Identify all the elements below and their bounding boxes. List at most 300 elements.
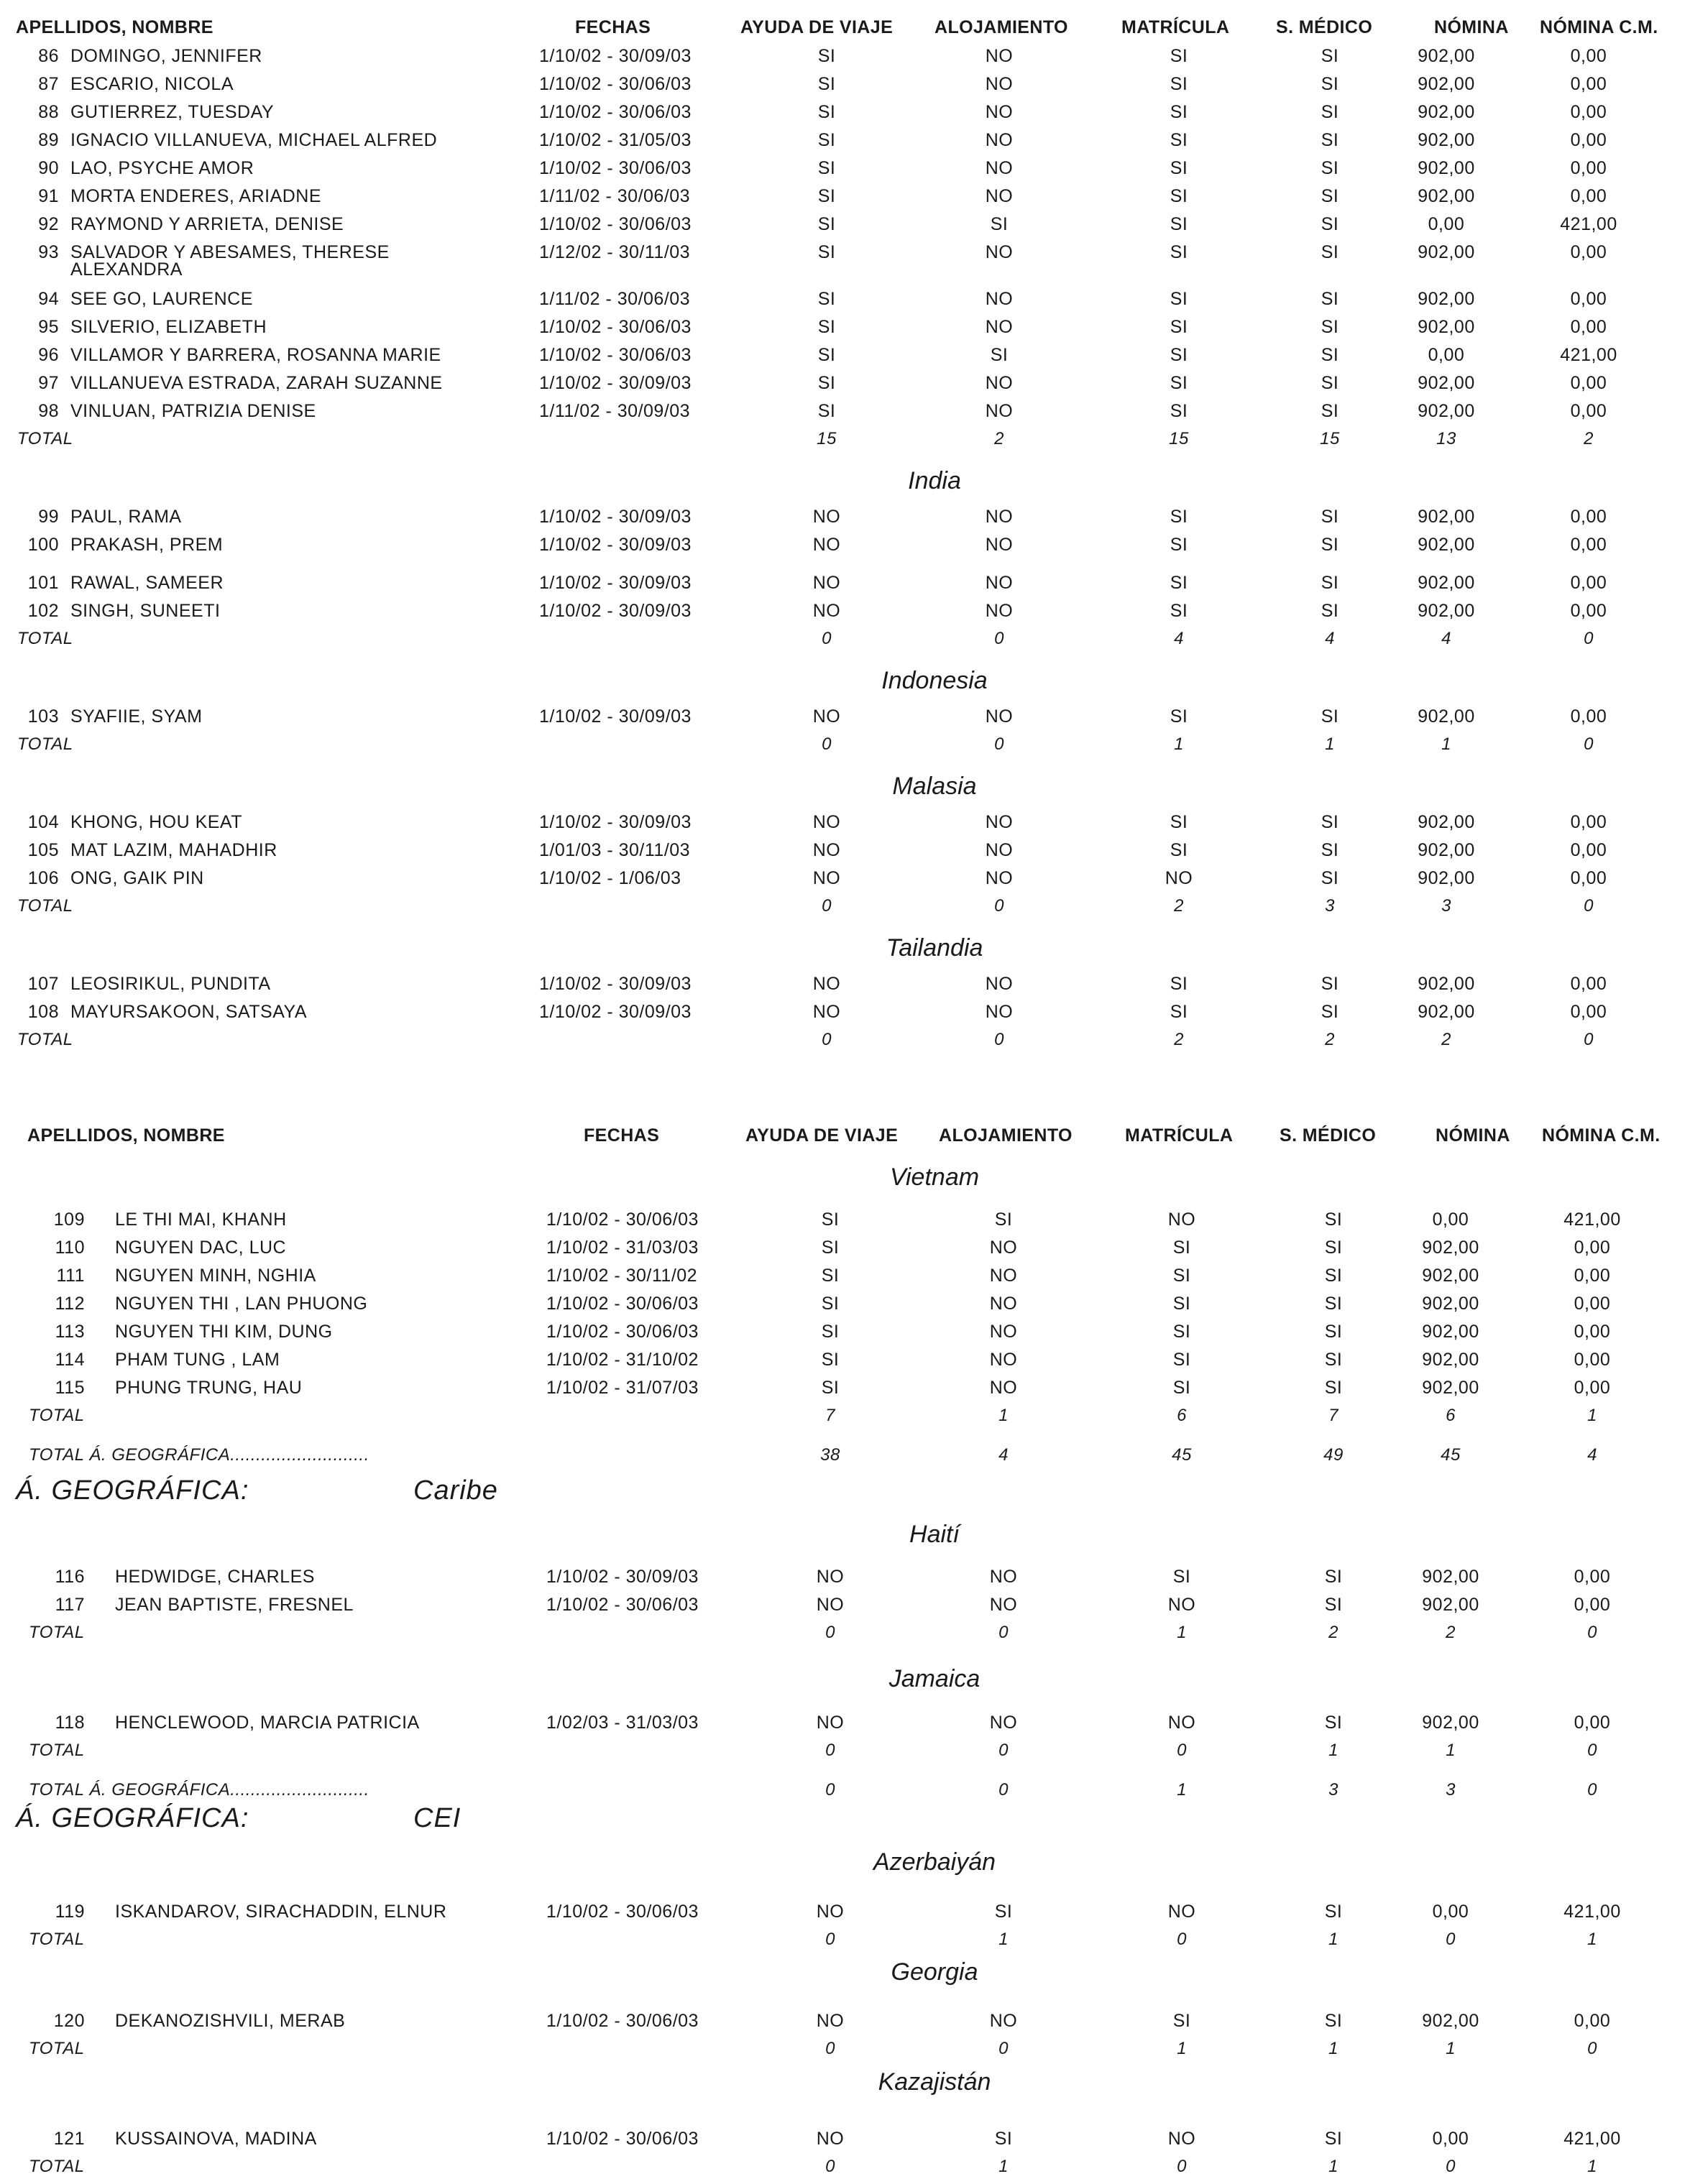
enroll-cell: SI <box>1170 601 1188 621</box>
header-dates: FECHAS <box>575 17 651 37</box>
total-travel: 7 <box>825 1406 835 1425</box>
travel-cell: SI <box>817 46 836 66</box>
lodging-cell: SI <box>990 345 1009 365</box>
total-row <box>0 625 1690 653</box>
payroll-cm-cell: 421,00 <box>1563 2129 1621 2149</box>
payroll-cm-cell: 0,00 <box>1570 401 1607 421</box>
lodging-cell: NO <box>989 1322 1018 1342</box>
country-heading <box>0 1520 1690 1549</box>
student-name: PHUNG TRUNG, HAU <box>115 1378 303 1398</box>
total-travel: 0 <box>825 1930 835 1949</box>
row-number: 90 <box>38 158 59 178</box>
row-number: 109 <box>53 1210 85 1230</box>
lodging-cell: NO <box>985 535 1014 555</box>
medical-cell: SI <box>1321 46 1339 66</box>
student-name: LAO, PSYCHE AMOR <box>70 158 254 178</box>
enroll-cell: SI <box>1170 507 1188 527</box>
total-payroll-cm: 0 <box>1584 734 1594 754</box>
medical-cell: SI <box>1321 130 1339 150</box>
header-travel: AYUDA DE VIAJE <box>745 1125 899 1146</box>
payroll-cm-cell: 0,00 <box>1570 373 1607 393</box>
medical-cell: SI <box>1321 401 1339 421</box>
student-name: LE THI MAI, KHANH <box>115 1210 287 1230</box>
student-name: PAUL, RAMA <box>70 507 182 527</box>
dates-cell: 1/10/02 - 30/06/03 <box>539 345 692 365</box>
enroll-cell: SI <box>1170 289 1188 309</box>
header-payroll: NÓMINA <box>1436 1125 1510 1146</box>
lodging-cell: NO <box>989 1378 1018 1398</box>
student-name: MORTA ENDERES, ARIADNE <box>70 186 322 206</box>
travel-cell: NO <box>812 974 841 994</box>
total-lodging: 0 <box>998 2039 1009 2058</box>
lodging-cell: NO <box>985 242 1014 262</box>
travel-cell: SI <box>817 345 836 365</box>
row-number: 117 <box>55 1595 85 1615</box>
student-name: VILLANUEVA ESTRADA, ZARAH SUZANNE <box>70 373 443 393</box>
lodging-cell: NO <box>985 812 1014 832</box>
row-number: 103 <box>27 706 59 727</box>
medical-cell: SI <box>1321 345 1339 365</box>
total-medical: 1 <box>1325 734 1335 754</box>
enroll-cell: SI <box>1170 158 1188 178</box>
travel-cell: SI <box>817 186 836 206</box>
student-name: ONG, GAIK PIN <box>70 868 204 888</box>
payroll-cm-cell: 0,00 <box>1570 46 1607 66</box>
total-label: TOTAL <box>29 1623 85 1642</box>
lodging-cell: NO <box>985 317 1014 337</box>
total-label: TOTAL <box>17 629 73 648</box>
total-payroll-cm: 0 <box>1587 1741 1597 1760</box>
lodging-cell: NO <box>985 974 1014 994</box>
row-number: 107 <box>27 974 59 994</box>
header-enrollment: MATRÍCULA <box>1121 17 1230 37</box>
table-row <box>0 210 1690 239</box>
student-name: GUTIERREZ, TUESDAY <box>70 102 275 122</box>
table-row <box>0 1897 1690 1926</box>
medical-cell: SI <box>1321 1002 1339 1022</box>
total-payroll: 2 <box>1446 1623 1456 1642</box>
dates-cell: 1/11/02 - 30/06/03 <box>539 289 691 309</box>
dates-cell: 1/10/02 - 31/05/03 <box>539 130 692 150</box>
dates-cell: 1/10/02 - 31/10/02 <box>546 1350 699 1370</box>
area-total-label: TOTAL Á. GEOGRÁFICA........................... <box>29 1445 369 1465</box>
dates-cell: 1/10/02 - 30/06/03 <box>546 1322 699 1342</box>
student-name: SYAFIIE, SYAM <box>70 706 203 727</box>
total-medical: 1 <box>1328 1930 1338 1949</box>
payroll-cell: 902,00 <box>1422 1350 1479 1370</box>
row-number: 110 <box>55 1238 85 1258</box>
total-label: TOTAL <box>17 1030 73 1049</box>
row-number: 89 <box>38 130 59 150</box>
enroll-cell: SI <box>1170 706 1188 727</box>
header-travel: AYUDA DE VIAJE <box>740 17 894 37</box>
enroll-cell: SI <box>1170 46 1188 66</box>
geographic-area-heading <box>0 1475 1690 1506</box>
medical-cell: SI <box>1321 242 1339 262</box>
table-row <box>0 126 1690 155</box>
travel-cell: NO <box>816 1713 845 1733</box>
student-name: VILLAMOR Y BARRERA, ROSANNA MARIE <box>70 345 441 365</box>
area-total-lodging: 4 <box>998 1445 1009 1465</box>
student-name: NGUYEN DAC, LUC <box>115 1238 287 1258</box>
payroll-cell: 902,00 <box>1418 1002 1475 1022</box>
lodging-cell: NO <box>985 1002 1014 1022</box>
payroll-cell: 902,00 <box>1418 401 1475 421</box>
payroll-cell: 902,00 <box>1418 46 1475 66</box>
row-number: 92 <box>38 214 59 234</box>
country-heading <box>0 466 1690 495</box>
lodging-cell: NO <box>985 868 1014 888</box>
payroll-cell: 902,00 <box>1418 158 1475 178</box>
row-number: 104 <box>27 812 59 832</box>
dates-cell: 1/10/02 - 30/06/03 <box>546 2011 699 2031</box>
lodging-cell: NO <box>985 289 1014 309</box>
header-payroll-cm: NÓMINA C.M. <box>1540 17 1658 37</box>
total-lodging: 2 <box>994 429 1004 448</box>
row-number: 114 <box>55 1350 85 1370</box>
medical-cell: SI <box>1321 186 1339 206</box>
geographic-area-heading <box>0 1802 1690 1831</box>
travel-cell: NO <box>812 706 841 727</box>
row-number: 98 <box>38 401 59 421</box>
row-number: 116 <box>55 1567 85 1587</box>
total-payroll-cm: 0 <box>1584 1030 1594 1049</box>
payroll-cm-cell: 0,00 <box>1574 1266 1611 1286</box>
total-row <box>0 1026 1690 1054</box>
student-name: ESCARIO, NICOLA <box>70 74 234 94</box>
payroll-cm-cell: 0,00 <box>1574 1238 1611 1258</box>
dates-cell: 1/02/03 - 31/03/03 <box>546 1713 699 1733</box>
travel-cell: NO <box>816 2129 845 2149</box>
payroll-cell: 902,00 <box>1418 373 1475 393</box>
dates-cell: 1/10/02 - 30/09/03 <box>539 373 692 393</box>
payroll-cm-cell: 421,00 <box>1563 1210 1621 1230</box>
table-row-continuation <box>0 255 1690 284</box>
total-lodging: 0 <box>998 1741 1009 1760</box>
table-row <box>0 702 1690 731</box>
payroll-cell: 902,00 <box>1418 289 1475 309</box>
dates-cell: 1/01/03 - 30/11/03 <box>539 840 691 860</box>
total-payroll: 1 <box>1446 1741 1456 1760</box>
total-travel: 0 <box>822 734 832 754</box>
total-travel: 0 <box>825 2157 835 2176</box>
area-total-payroll: 3 <box>1446 1780 1456 1800</box>
country-name: Tailandia <box>886 934 983 962</box>
medical-cell: SI <box>1321 812 1339 832</box>
medical-cell: SI <box>1324 1350 1343 1370</box>
travel-cell: SI <box>817 74 836 94</box>
medical-cell: SI <box>1321 317 1339 337</box>
total-enroll: 1 <box>1174 734 1184 754</box>
table-row <box>0 808 1690 837</box>
student-name: KUSSAINOVA, MADINA <box>115 2129 317 2149</box>
dates-cell: 1/10/02 - 30/06/03 <box>539 317 692 337</box>
lodging-cell: NO <box>985 706 1014 727</box>
table-row <box>0 341 1690 369</box>
medical-cell: SI <box>1321 706 1339 727</box>
table-row <box>0 182 1690 211</box>
travel-cell: SI <box>821 1294 840 1314</box>
country-name: Jamaica <box>888 1665 981 1692</box>
student-name: PRAKASH, PREM <box>70 535 224 555</box>
row-number: 95 <box>38 317 59 337</box>
lodging-cell: NO <box>989 1567 1018 1587</box>
table-row <box>0 1233 1690 1262</box>
student-name: SILVERIO, ELIZABETH <box>70 317 267 337</box>
payroll-cell: 902,00 <box>1418 974 1475 994</box>
area-total-medical: 3 <box>1328 1780 1338 1800</box>
country-heading <box>0 666 1690 695</box>
total-row <box>0 2035 1690 2063</box>
total-payroll: 1 <box>1441 734 1451 754</box>
area-total-payroll-cm: 4 <box>1587 1445 1597 1465</box>
student-name: NGUYEN MINH, NGHIA <box>115 1266 316 1286</box>
enroll-cell: SI <box>1172 1238 1191 1258</box>
payroll-cell: 902,00 <box>1418 242 1475 262</box>
dates-cell: 1/11/02 - 30/06/03 <box>539 186 691 206</box>
row-number: 112 <box>55 1294 85 1314</box>
payroll-cm-cell: 0,00 <box>1574 2011 1611 2031</box>
table-row <box>0 1373 1690 1402</box>
payroll-cell: 902,00 <box>1422 2011 1479 2031</box>
total-row <box>0 892 1690 921</box>
payroll-cell: 902,00 <box>1418 74 1475 94</box>
payroll-cm-cell: 0,00 <box>1570 102 1607 122</box>
table-row <box>0 1590 1690 1619</box>
travel-cell: SI <box>817 401 836 421</box>
header-name: APELLIDOS, NOMBRE <box>27 1125 225 1146</box>
total-medical: 1 <box>1328 2157 1338 2176</box>
medical-cell: SI <box>1324 1266 1343 1286</box>
enroll-cell: SI <box>1170 974 1188 994</box>
lodging-cell: NO <box>985 840 1014 860</box>
student-name: VINLUAN, PATRIZIA DENISE <box>70 401 316 421</box>
total-payroll: 3 <box>1441 896 1451 916</box>
area-total-row <box>0 1776 1690 1805</box>
lodging-cell: NO <box>985 601 1014 621</box>
enroll-cell: NO <box>1167 1210 1196 1230</box>
lodging-cell: NO <box>989 1350 1018 1370</box>
payroll-cm-cell: 0,00 <box>1574 1567 1611 1587</box>
table-row <box>0 969 1690 998</box>
total-label: TOTAL <box>17 896 73 916</box>
row-number: 100 <box>27 535 59 555</box>
row-number: 115 <box>55 1378 85 1398</box>
lodging-cell: NO <box>985 401 1014 421</box>
payroll-cell: 902,00 <box>1422 1713 1479 1733</box>
total-row <box>0 730 1690 759</box>
table-row <box>0 70 1690 98</box>
row-number: 113 <box>55 1322 85 1342</box>
total-payroll-cm: 0 <box>1587 1623 1597 1642</box>
medical-cell: SI <box>1324 1322 1343 1342</box>
total-medical: 1 <box>1328 1741 1338 1760</box>
total-enroll: 2 <box>1174 1030 1184 1049</box>
enroll-cell: SI <box>1170 373 1188 393</box>
dates-cell: 1/10/02 - 30/09/03 <box>539 573 692 593</box>
total-label: TOTAL <box>29 2039 85 2058</box>
travel-cell: SI <box>821 1266 840 1286</box>
payroll-cell: 902,00 <box>1418 317 1475 337</box>
country-heading <box>0 934 1690 962</box>
country-name: Georgia <box>891 1958 978 1986</box>
row-number: 106 <box>27 868 59 888</box>
payroll-cell: 902,00 <box>1418 812 1475 832</box>
payroll-cm-cell: 421,00 <box>1560 214 1617 234</box>
payroll-cm-cell: 0,00 <box>1570 535 1607 555</box>
medical-cell: SI <box>1324 1210 1343 1230</box>
enroll-cell: SI <box>1170 812 1188 832</box>
student-name: PHAM TUNG , LAM <box>115 1350 280 1370</box>
travel-cell: SI <box>817 317 836 337</box>
medical-cell: SI <box>1321 840 1339 860</box>
medical-cell: SI <box>1321 214 1339 234</box>
country-name: Malasia <box>892 773 977 800</box>
total-travel: 0 <box>822 629 832 648</box>
payroll-cm-cell: 0,00 <box>1570 317 1607 337</box>
payroll-cm-cell: 0,00 <box>1570 74 1607 94</box>
payroll-cm-cell: 421,00 <box>1563 1902 1621 1922</box>
student-name: IGNACIO VILLANUEVA, MICHAEL ALFRED <box>70 130 438 150</box>
total-payroll-cm: 1 <box>1587 2157 1597 2176</box>
area-total-payroll-cm: 0 <box>1587 1780 1597 1800</box>
dates-cell: 1/10/02 - 30/09/03 <box>539 706 692 727</box>
student-name-continuation: ALEXANDRA <box>70 259 183 280</box>
table-row <box>0 2006 1690 2035</box>
total-enroll: 2 <box>1174 896 1184 916</box>
total-label: TOTAL <box>29 1741 85 1760</box>
dates-cell: 1/10/02 - 30/09/03 <box>539 535 692 555</box>
enroll-cell: SI <box>1170 214 1188 234</box>
dates-cell: 1/10/02 - 30/09/03 <box>539 507 692 527</box>
total-payroll: 13 <box>1436 429 1456 448</box>
payroll-cm-cell: 0,00 <box>1570 242 1607 262</box>
lodging-cell: NO <box>985 158 1014 178</box>
header-payroll: NÓMINA <box>1434 17 1509 37</box>
payroll-cell: 902,00 <box>1418 507 1475 527</box>
total-payroll-cm: 0 <box>1584 629 1594 648</box>
medical-cell: SI <box>1321 74 1339 94</box>
row-number: 105 <box>27 840 59 860</box>
enroll-cell: SI <box>1170 840 1188 860</box>
total-medical: 7 <box>1328 1406 1338 1425</box>
travel-cell: NO <box>812 840 841 860</box>
area-name: CEI <box>413 1803 461 1833</box>
medical-cell: SI <box>1321 573 1339 593</box>
area-label: Á. GEOGRÁFICA: <box>16 1803 249 1833</box>
medical-cell: SI <box>1321 601 1339 621</box>
travel-cell: NO <box>812 868 841 888</box>
enroll-cell: NO <box>1167 2129 1196 2149</box>
medical-cell: SI <box>1321 289 1339 309</box>
payroll-cm-cell: 0,00 <box>1570 130 1607 150</box>
total-payroll: 6 <box>1446 1406 1456 1425</box>
medical-cell: SI <box>1321 102 1339 122</box>
country-heading <box>0 1848 1690 1876</box>
student-name: KHONG, HOU KEAT <box>70 812 243 832</box>
country-heading <box>0 2068 1690 2096</box>
lodging-cell: NO <box>985 102 1014 122</box>
header-medical: S. MÉDICO <box>1280 1125 1377 1146</box>
travel-cell: NO <box>812 812 841 832</box>
travel-cell: NO <box>812 507 841 527</box>
total-lodging: 1 <box>998 1406 1009 1425</box>
area-total-lodging: 0 <box>998 1780 1009 1800</box>
total-label: TOTAL <box>29 1930 85 1949</box>
table-row <box>0 864 1690 893</box>
total-label: TOTAL <box>29 2157 85 2176</box>
dates-cell: 1/10/02 - 30/09/03 <box>539 601 692 621</box>
payroll-cm-cell: 0,00 <box>1570 601 1607 621</box>
enroll-cell: NO <box>1165 868 1193 888</box>
area-label: Á. GEOGRÁFICA: <box>16 1475 249 1506</box>
header-lodging: ALOJAMIENTO <box>939 1125 1073 1146</box>
payroll-cell: 0,00 <box>1432 2129 1469 2149</box>
payroll-cell: 902,00 <box>1422 1266 1479 1286</box>
lodging-cell: NO <box>989 1595 1018 1615</box>
total-lodging: 0 <box>998 1623 1009 1642</box>
payroll-cell: 902,00 <box>1418 840 1475 860</box>
total-label: TOTAL <box>17 734 73 754</box>
travel-cell: NO <box>812 1002 841 1022</box>
total-medical: 2 <box>1328 1623 1338 1642</box>
row-number: 101 <box>27 573 59 593</box>
country-name: Indonesia <box>881 667 988 694</box>
total-lodging: 0 <box>994 896 1004 916</box>
medical-cell: SI <box>1321 974 1339 994</box>
payroll-cm-cell: 0,00 <box>1570 573 1607 593</box>
payroll-cell: 902,00 <box>1422 1567 1479 1587</box>
dates-cell: 1/10/02 - 30/06/03 <box>546 1294 699 1314</box>
travel-cell: NO <box>816 1595 845 1615</box>
header-dates: FECHAS <box>584 1125 660 1146</box>
area-total-label: TOTAL Á. GEOGRÁFICA........................... <box>29 1780 369 1800</box>
area-total-row <box>0 1441 1690 1470</box>
total-label: TOTAL <box>17 429 73 448</box>
student-name: SALVADOR Y ABESAMES, THERESE <box>70 242 390 262</box>
header-enrollment: MATRÍCULA <box>1125 1125 1234 1146</box>
lodging-cell: SI <box>990 214 1009 234</box>
travel-cell: SI <box>817 242 836 262</box>
payroll-cell: 902,00 <box>1418 868 1475 888</box>
table-row <box>0 1562 1690 1591</box>
lodging-cell: SI <box>994 2129 1013 2149</box>
dates-cell: 1/10/02 - 30/09/03 <box>539 1002 692 1022</box>
enroll-cell: SI <box>1170 317 1188 337</box>
total-enroll: 6 <box>1177 1406 1187 1425</box>
table-row <box>0 2124 1690 2153</box>
lodging-cell: NO <box>985 46 1014 66</box>
medical-cell: SI <box>1321 507 1339 527</box>
payroll-cm-cell: 421,00 <box>1560 345 1617 365</box>
total-payroll: 0 <box>1446 2157 1456 2176</box>
travel-cell: SI <box>821 1210 840 1230</box>
total-travel: 0 <box>822 1030 832 1049</box>
dates-cell: 1/10/02 - 31/07/03 <box>546 1378 699 1398</box>
travel-cell: SI <box>821 1322 840 1342</box>
travel-cell: NO <box>816 1567 845 1587</box>
travel-cell: NO <box>812 573 841 593</box>
lodging-cell: SI <box>994 1902 1013 1922</box>
student-name: RAWAL, SAMEER <box>70 573 224 593</box>
medical-cell: SI <box>1324 2011 1343 2031</box>
total-row <box>0 1401 1690 1430</box>
travel-cell: NO <box>812 535 841 555</box>
header-medical: S. MÉDICO <box>1276 17 1373 37</box>
table-row <box>0 1345 1690 1374</box>
student-name: RAYMOND Y ARRIETA, DENISE <box>70 214 344 234</box>
travel-cell: SI <box>817 289 836 309</box>
